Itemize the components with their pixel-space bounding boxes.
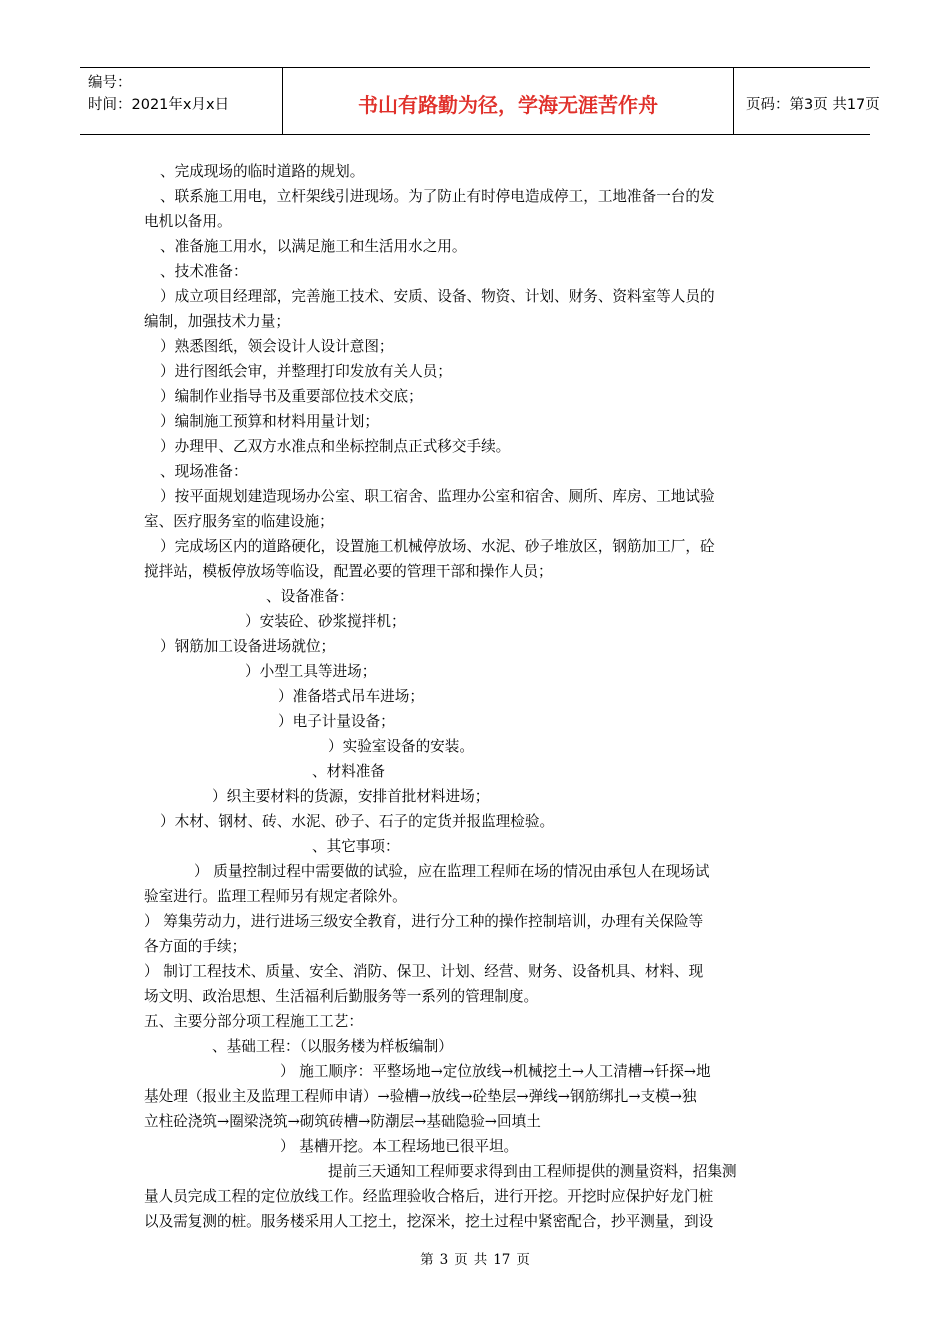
body-line: ）完成场区内的道路硬化，设置施工机械停放场、水泥、砂子堆放区，钢筋加工厂，砼 [160,538,715,555]
body-line: ）办理甲、乙双方水准点和坐标控制点正式移交手续。 [160,438,511,455]
body-line: 立柱砼浇筑→圈梁浇筑→砌筑砖槽→防潮层→基础隐验→回填土 [144,1113,541,1130]
header-motto: 书山有路勤为径，学海无涯苦作舟 [358,93,658,117]
body-line: 、材料准备 [312,763,385,780]
header-info-cell [80,68,282,134]
body-line: ） 质量控制过程中需要做的试验，应在监理工程师在场的情况由承包人在现场试 [194,863,710,880]
body-line: 搅拌站，模板停放场等临设，配置必要的管理干部和操作人员； [144,563,553,580]
body-line: ）按平面规划建造现场办公室、职工宿舍、监理办公室和宿舍、厕所、库房、工地试验 [160,488,715,505]
body-line: ）成立项目经理部，完善施工技术、安质、设备、物资、计划、财务、资料室等人员的 [160,288,715,305]
header-motto-cell [282,68,734,134]
footer-label-ye: 页 [516,1252,530,1268]
document-date-label: 时间：2021年x月x日 [88,97,230,113]
footer-label-di: 第 [420,1252,434,1268]
body-line: 编制，加强技术力量； [144,313,290,330]
footer-label-ye: 页 [454,1252,468,1268]
page-footer [0,1248,950,1268]
body-line: 提前三天通知工程师要求得到由工程师提供的测量资料，招集测 [328,1163,737,1180]
body-line: 、设备准备： [266,588,354,605]
body-line: ） 筹集劳动力，进行进场三级安全教育，进行分工种的操作控制培训，办理有关保险等 [144,913,704,930]
body-line: ）织主要材料的货源，安排首批材料进场； [212,788,490,805]
body-line: ） 制订工程技术、质量、安全、消防、保卫、计划、经营、财务、设备机具、材料、现 [144,963,704,980]
footer-page-number: 3 [439,1252,449,1268]
body-line: 场文明、政治思想、生活福利后勤服务等一系列的管理制度。 [144,988,539,1005]
body-line: ）准备塔式吊车进场； [278,688,424,705]
body-line: 、其它事项： [312,838,400,855]
body-line: 室、医疗服务室的临建设施； [144,513,334,530]
header-page-number: 页码：第3页 共17页 [746,97,880,113]
body-line: ） 施工顺序：平整场地→定位放线→机械挖土→人工清槽→钎探→地 [280,1063,711,1080]
body-line: ）实验室设备的安装。 [328,738,474,755]
footer-total-pages: 17 [493,1252,511,1268]
body-line: ）熟悉图纸，领会设计人设计意图； [160,338,394,355]
body-line: ）钢筋加工设备进场就位； [160,638,336,655]
body-line: 各方面的手续； [144,938,247,955]
body-line: ）安装砼、砂浆搅拌机； [245,613,406,630]
body-line: ）进行图纸会审，并整理打印发放有关人员； [160,363,452,380]
body-line: ）编制作业指导书及重要部位技术交底； [160,388,423,405]
body-line: 基处理（报业主及监理工程师申请）→验槽→放线→砼垫层→弹线→钢筋绑扎→支模→独 [144,1088,697,1105]
body-line: 、技术准备： [160,263,248,280]
body-line: ）小型工具等进场； [245,663,377,680]
body-line: ）编制施工预算和材料用量计划； [160,413,379,430]
body-line: 验室进行。监理工程师另有规定者除外。 [144,888,407,905]
body-line: 、准备施工用水，以满足施工和生活用水之用。 [160,238,467,255]
page-header [80,67,880,135]
body-line: ） 基槽开挖。本工程场地已很平坦。 [280,1138,519,1155]
body-line: ）木材、钢材、砖、水泥、砂子、石子的定货并报监理检验。 [160,813,555,830]
body-line: 、现场准备： [160,463,248,480]
section-heading: 五、主要分部分项工程施工工艺： [144,1013,363,1030]
footer-label-gong: 共 [473,1252,488,1268]
body-line: ）电子计量设备； [278,713,395,730]
body-line: 量人员完成工程的定位放线工作。经监理验收合格后，进行开挖。开挖时应保护好龙门桩 [144,1188,714,1205]
body-line: 、完成现场的临时道路的规划。 [160,163,365,180]
header-page-cell [734,68,880,134]
body-line: 以及需复测的桩。服务楼采用人工挖土，挖深米，挖土过程中紧密配合，抄平测量，到设 [144,1213,714,1230]
document-number-label: 编号： [88,75,132,91]
body-line: 电机以备用。 [144,213,232,230]
body-line: 、联系施工用电，立杆架线引进现场。为了防止有时停电造成停工，工地准备一台的发 [160,188,715,205]
body-line: 、基础工程：（以服务楼为样板编制） [212,1038,453,1055]
